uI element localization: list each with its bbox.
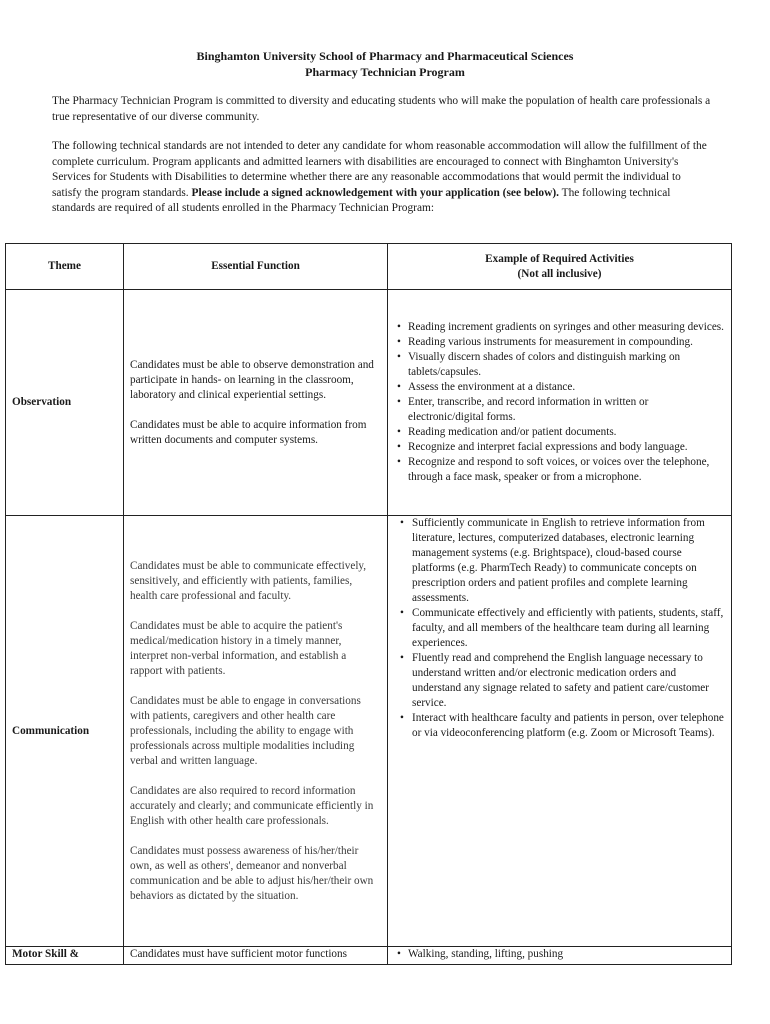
activity-item: • Reading medication and/or patient documents. [408,425,725,440]
function-text: Candidates must be able to observe demonstration and participate in hands- on learning in the classroom, laboratory and clinical experiential settings. [130,358,374,401]
activity-item: • Recognize and respond to soft voices, or voices over the telephone, through a face mask, speaker or from a microphone. [408,455,725,485]
function-text: Candidates are also required to record information accurately and clearly; and communicate efficiently in English with other health care professionals. [130,784,374,827]
header-theme: Theme [6,244,124,290]
header-essential-function: Essential Function [124,244,388,290]
activity-item: • Recognize and interpret facial expressions and body language. [408,440,725,455]
essential-function-cell [124,290,388,516]
header-required-activities [388,244,732,290]
essential-function-cell [124,516,388,947]
table-row-communication [6,516,732,947]
activity-item: • Interact with healthcare faculty and patients in person, over telephone or via videoconferencing platform (e.g. Zoom or Microsoft Teams). [412,711,725,741]
activity-item: • Reading various instruments for measurement in compounding. [408,335,725,350]
function-text: Candidates must be able to acquire information from written documents and computer systems. [130,418,367,446]
technical-standards-table [5,243,732,965]
essential-function-cell [124,947,388,965]
activity-item: • Reading increment gradients on syringes and other measuring devices. [408,320,725,335]
institution-title: Binghamton University School of Pharmacy and Pharmaceutical Sciences [196,49,574,63]
document-header [0,48,770,80]
function-text: Candidates must be able to acquire the patient's medical/medication history in a timely manner, interpret non-verbal information, and establish a rapport with patients. [130,619,347,677]
theme-cell: Observation [6,290,124,516]
header-activities-note: (Not all inclusive) [517,267,602,280]
activity-item: • Enter, transcribe, and record information in written or electronic/digital forms. [408,395,725,425]
table-row-motor-skill [6,947,732,965]
table-row-observation [6,290,732,516]
activities-cell [388,290,732,516]
activity-item: • Walking, standing, lifting, pushing [408,947,725,962]
technical-standards-intro [52,139,712,217]
activities-cell [388,947,732,965]
intro-tail: The following technical standards are required of all students enrolled in the Pharmacy Technician Program: [52,186,671,214]
function-text: Candidates must possess awareness of his/her/their own, as well as others', demeanor and nonverbal communication and be able to adjust his/her/their own behaviors as dictated by the situation. [130,844,374,902]
table-header-row [6,244,732,290]
theme-cell: Motor Skill & [6,947,124,965]
activity-item: • Communicate effectively and efficiently with patients, students, staff, faculty, and all members of the healthcare team during all learning experiences. [412,606,725,651]
function-text: Candidates must be able to communicate effectively, sensitively, and efficiently with patients, families, health care professional and faculty. [130,559,367,602]
program-title: Pharmacy Technician Program [305,65,465,79]
activity-item: • Fluently read and comprehend the English language necessary to understand written and/or electronic medication orders and understand any signage related to safety and patient care/customer service. [412,651,725,711]
function-text: Candidates must be able to engage in conversations with patients, caregivers and other health care professionals, including the ability to engage with professionals across multiple modalities including verbal and written language. [130,694,361,767]
activity-item: • Assess the environment at a distance. [408,380,725,395]
diversity-statement: The Pharmacy Technician Program is committed to diversity and educating students who will make the population of health care professionals a true representative of our diverse community. [52,95,711,123]
function-text: Candidates must have sufficient motor functions [130,948,347,960]
theme-cell: Communication [6,516,124,947]
activity-item: • Visually discern shades of colors and distinguish marking on tablets/capsules. [408,350,725,380]
activity-item: • Sufficiently communicate in English to retrieve information from literature, lectures, computerized databases, electronic learning management systems (e.g. Brightspace), cloud-based course platforms (e.g. PharmTech Ready) to communicate concepts on prescription orders and patient profiles and complete learning assessments. [412,516,725,606]
header-activities-title: Example of Required Activities [485,252,634,265]
acknowledgement-notice: Please include a signed acknowledgement with your application (see below). [191,186,559,199]
activities-cell [388,516,732,947]
intro-text: The following technical standards are not intended to deter any candidate for whom reasonable accommodation will allow the fulfillment of the complete curriculum. Program applicants and admitted learners with disabilities are encouraged to connect with Binghamton University's Services for Students with Disabilities to determine whether there are any reasonable accommodations that would permit the individual to satisfy the program standards. [52,140,707,199]
